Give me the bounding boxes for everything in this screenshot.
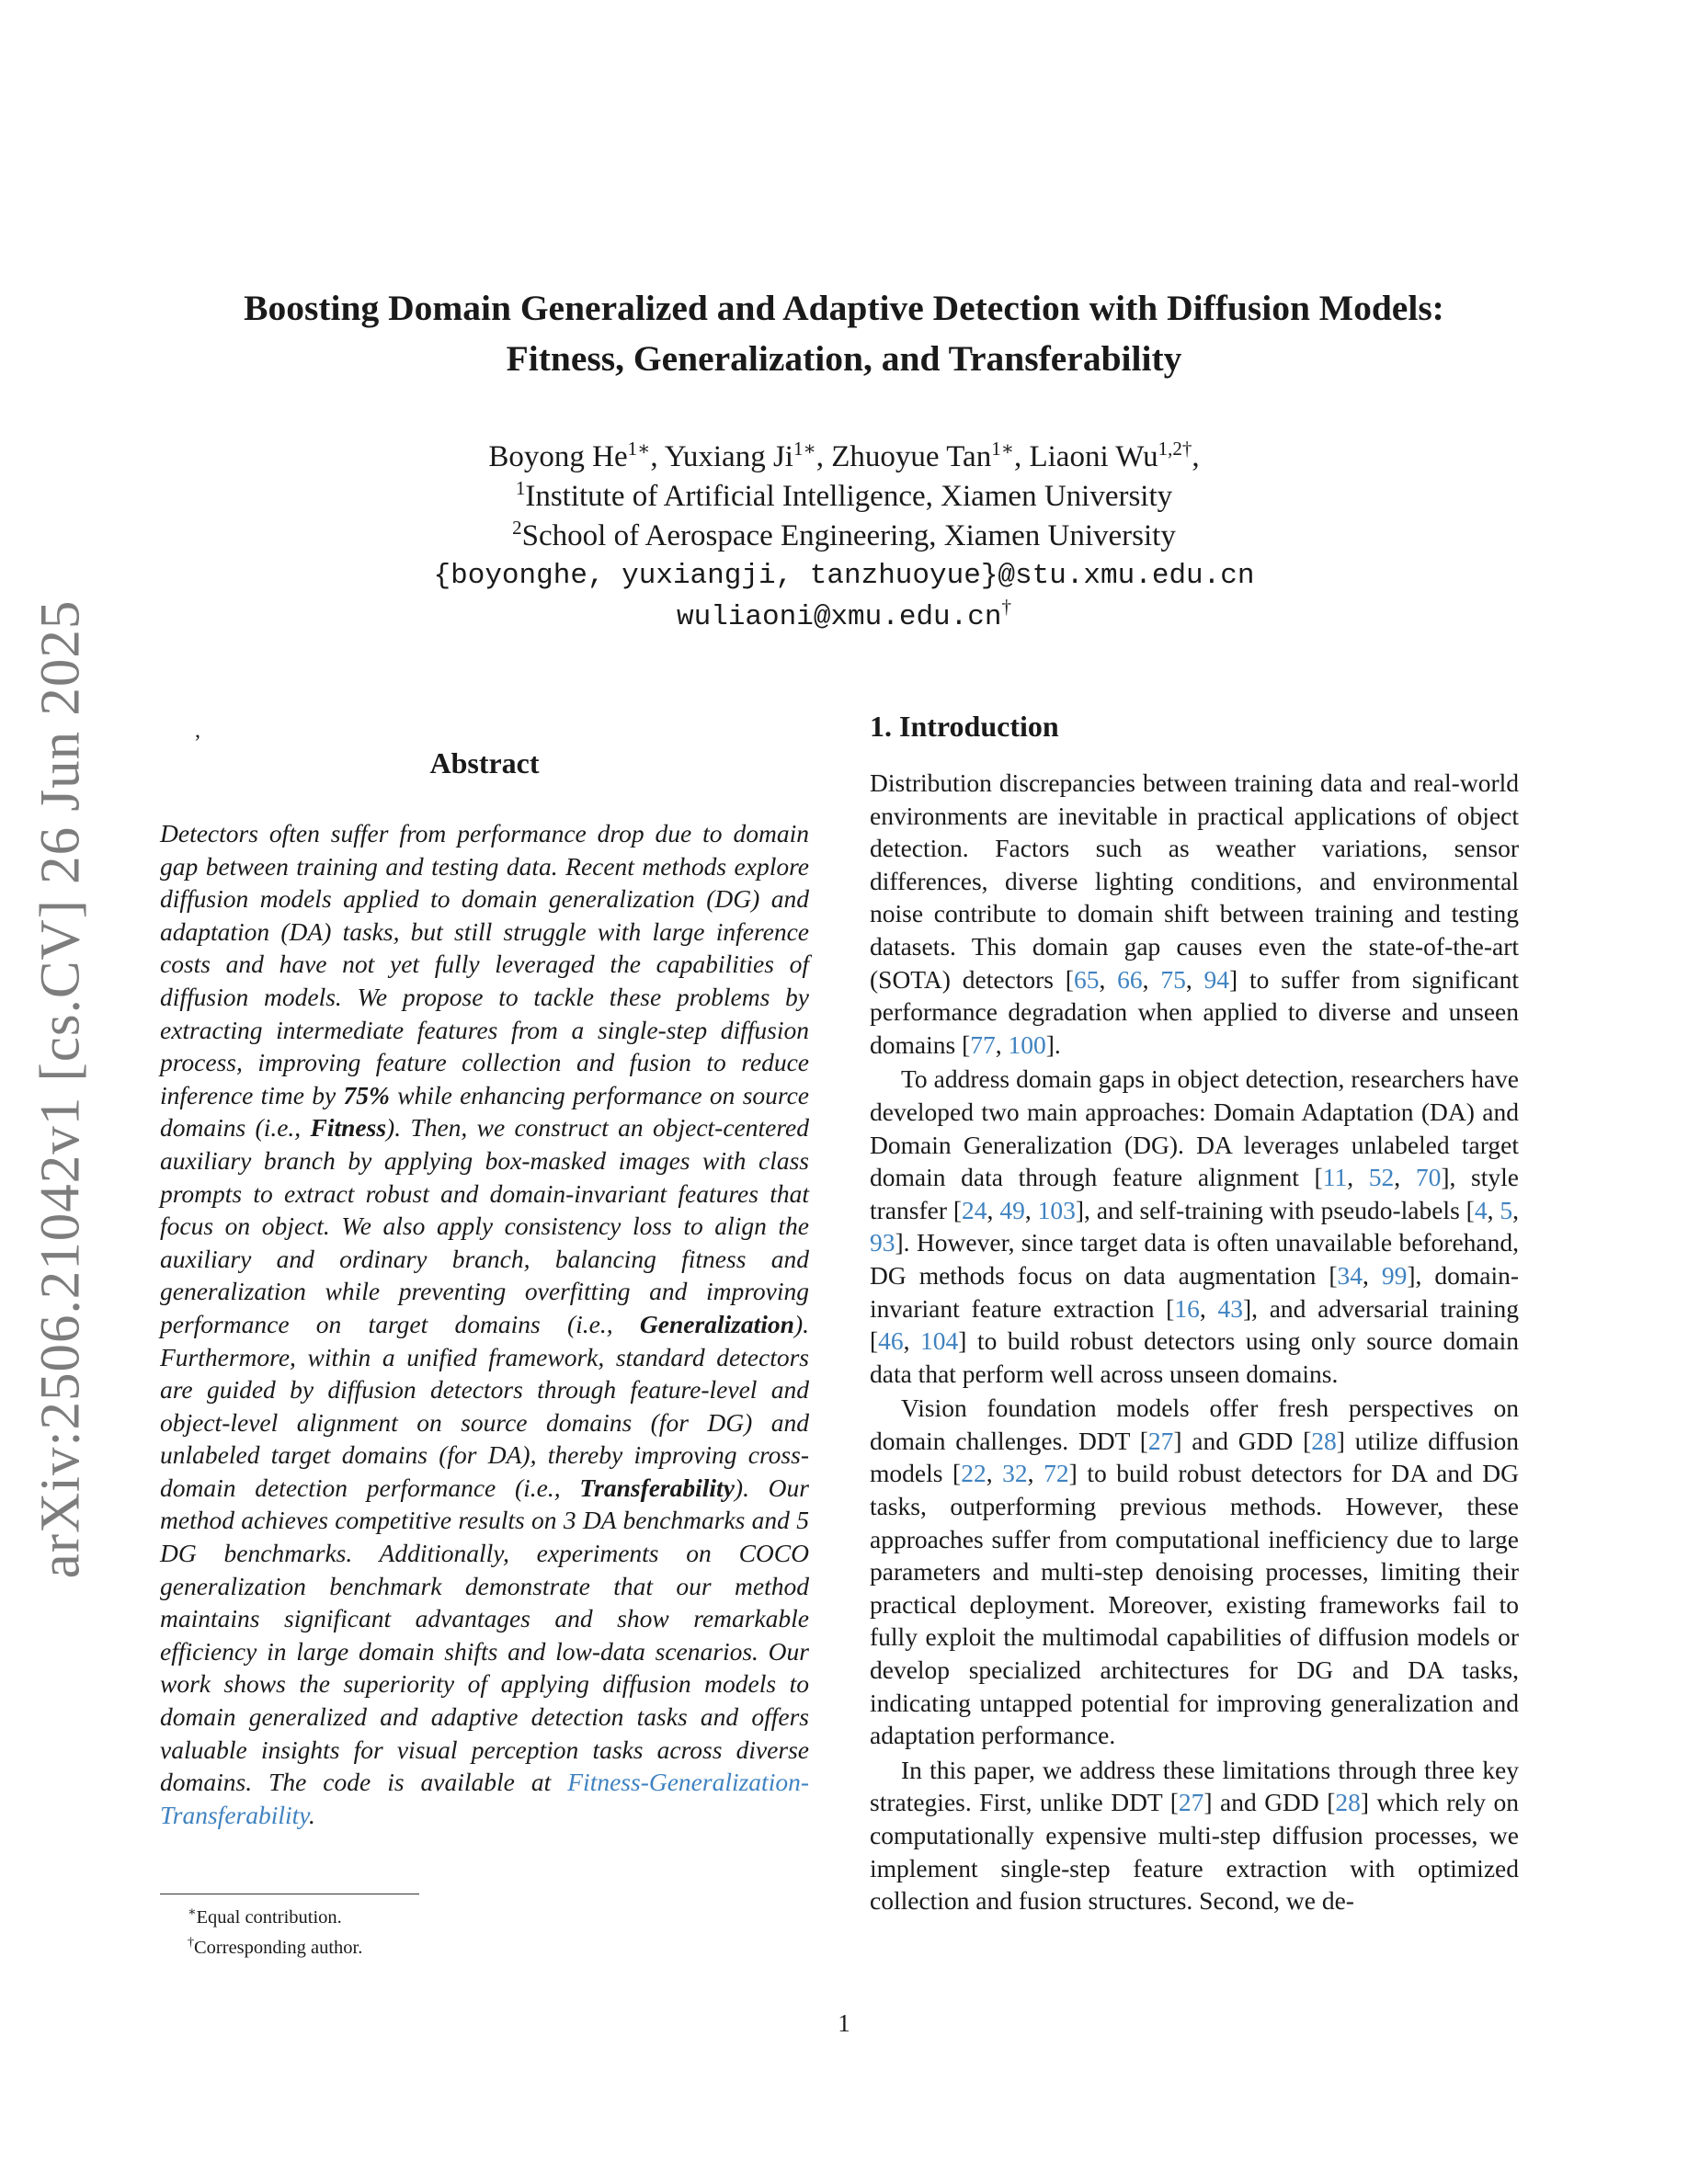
corresponding-email: wuliaoni@xmu.edu.cn† bbox=[677, 596, 1011, 633]
citation-link[interactable]: 28 bbox=[1335, 1788, 1361, 1817]
citation-link[interactable]: 65 bbox=[1073, 964, 1100, 994]
author-name: Zhuoyue Tan bbox=[831, 440, 992, 473]
citation-link[interactable]: 94 bbox=[1203, 964, 1230, 994]
citation-link[interactable]: 100 bbox=[1008, 1029, 1046, 1059]
author-name: Yuxiang Ji bbox=[664, 440, 793, 473]
citation-link[interactable]: 43 bbox=[1217, 1293, 1243, 1323]
author-name: Liaoni Wu bbox=[1029, 440, 1158, 473]
citation-link[interactable]: 27 bbox=[1178, 1788, 1204, 1817]
code-link[interactable]: Fitness-Generalization-Transferability bbox=[160, 1768, 809, 1829]
citation-link[interactable]: 75 bbox=[1160, 964, 1186, 994]
author-block bbox=[138, 438, 1550, 637]
intro-paragraph: Distribution discrepancies between training data and real-world environments are inevitable in practical applications of object detection. Factors such as weather variations, sensor differences, diverse lighting conditions, and environmental noise contribute to domain shift between training and testing datasets. This domain gap causes even the state-of-the-art (SOTA) detectors [65, 66, 75, 94] to suffer from significant performance degradation when applied to diverse and unseen domains [77, 100]. bbox=[870, 768, 1519, 1059]
citation-link[interactable]: 49 bbox=[999, 1195, 1025, 1224]
affiliation: $^1$Institute of Artificial Intelligence, Xiamen University bbox=[515, 477, 1173, 513]
abstract-text: Detectors often suffer from performance drop due to domain gap between training and testing data. Recent methods explore diffusion models applied to domain generalization (DG) and adaptation (DA) tasks, but still struggle with large inference costs and have not yet fully leveraged the capabilities of diffusion models. We propose to tackle these problems by extracting intermediate features from a single-step diffusion process, improving feature collection and fusion to reduce inference time by 75% while enhancing performance on source domains (i.e., Fitness). Then, we construct an object-centered auxiliary branch by applying box-masked images with class prompts to extract robust and domain-invariant features that focus on object. We also apply consistency loss to align the auxiliary and ordinary branch, balancing fitness and generalization while preventing overfitting and improving performance on target domains (i.e., Generalization). Furthermore, within a unified framework, standard detectors are guided by diffusion detectors through feature-level and object-level alignment on source domains (for DG) and unlabeled target domains (for DA), thereby improving cross-domain detection performance (i.e., Transferability). Our method achieves competitive results on 3 DA benchmarks and 5 DG benchmarks. Additionally, experiments on COCO generalization benchmark demonstrate that our method maintains significant advantages and show remarkable efficiency in large domain shifts and low-data scenarios. Our work shows the superiority of applying diffusion models to domain generalized and adaptive detection tasks and offers valuable insights for visual perception tasks across diverse domains. The code is available at Fitness-Generalization-Transferability. bbox=[160, 819, 809, 1829]
citation-link[interactable]: 4 bbox=[1474, 1195, 1488, 1224]
citation-link[interactable]: 16 bbox=[1174, 1293, 1200, 1323]
author-names: Boyong $He^{1∗}$, Yuxiang $Ji^{1∗}$, Zhuoyue Tan$^{1∗}$, Liaoni $Wu^{1,2\dagger}$, bbox=[488, 438, 1200, 473]
author-mark: 1,2† bbox=[1158, 438, 1192, 460]
citation-link[interactable]: 77 bbox=[970, 1029, 996, 1059]
citation-link[interactable]: 11 bbox=[1322, 1163, 1348, 1192]
author-mark: 1∗ bbox=[793, 438, 816, 460]
section-heading-introduction: 1. Introduction bbox=[870, 710, 1059, 743]
paper-title bbox=[138, 283, 1550, 384]
citation-link[interactable]: 52 bbox=[1368, 1163, 1395, 1192]
citation-link[interactable]: 22 bbox=[961, 1459, 987, 1488]
footnote: ∗Equal contribution. bbox=[188, 1905, 342, 1928]
citation-link[interactable]: 103 bbox=[1037, 1195, 1076, 1224]
title-line-1: Boosting Domain Generalized and Adaptive Detection with Diffusion Models: bbox=[244, 288, 1444, 328]
footnotes bbox=[160, 1900, 809, 1961]
author-emails: {boyonghe, yuxiangji, tanzhuoyue}@stu.xmu.edu.cn bbox=[433, 560, 1255, 592]
citation-link[interactable]: 70 bbox=[1415, 1163, 1442, 1192]
author-name: Boyong He bbox=[488, 440, 628, 473]
citation-link[interactable]: 72 bbox=[1044, 1459, 1069, 1488]
citation-link[interactable]: 24 bbox=[962, 1195, 987, 1224]
citation-link[interactable]: 104 bbox=[920, 1326, 959, 1356]
title-line-2: Fitness, Generalization, and Transferability bbox=[506, 338, 1182, 379]
citation-link[interactable]: 28 bbox=[1311, 1426, 1337, 1455]
intro-paragraph: To address domain gaps in object detection, researchers have developed two main approaches: Domain Adaptation (DA) and Domain Generalization (DG). DA leverages unlabeled target domain data through feature alignment [11, 52, 70], style transfer [24, 49, 103], and self-training with pseudo-labels [4, 5, 93]. However, since target data is often unavailable beforehand, DG methods focus on data augmentation [34, 99], domain-invariant feature extraction [16, 43], and adversarial training [46, 104] to build robust detectors using only source domain data that perform well across unseen domains. bbox=[870, 1064, 1520, 1388]
introduction-body bbox=[870, 767, 1519, 1919]
citation-link[interactable]: 99 bbox=[1381, 1260, 1408, 1290]
citation-link[interactable]: 34 bbox=[1337, 1260, 1363, 1290]
citation-link[interactable]: 66 bbox=[1117, 964, 1143, 994]
abstract-heading: Abstract bbox=[429, 746, 540, 779]
intro-paragraph: Vision foundation models offer fresh perspectives on domain challenges. DDT [27] and GDD [28] utilize diffusion models [22, 32, 72] to build robust detectors for DA and DG tasks, outperforming previous methods. However, these approaches suffer from computational inefficiency due to large parameters and multi-step denoising processes, limiting their practical deployment. Moreover, existing frameworks fail to fully exploit the multimodal capabilities of diffusion models or develop specialized architectures for DG and DA tasks, indicating untapped potential for improving generalization and adaptation performance. bbox=[870, 1393, 1519, 1750]
citation-link[interactable]: 32 bbox=[1002, 1459, 1028, 1488]
stray-mark: , bbox=[195, 719, 200, 743]
author-mark: 1∗ bbox=[627, 438, 651, 460]
author-mark: 1∗ bbox=[991, 438, 1014, 460]
footnote: †Corresponding author. bbox=[188, 1935, 363, 1958]
affiliation: $^2$School of Aerospace Engineering, Xiamen University bbox=[512, 517, 1176, 552]
citation-link[interactable]: 46 bbox=[878, 1326, 904, 1356]
citation-link[interactable]: 93 bbox=[870, 1228, 895, 1257]
citation-link[interactable]: 27 bbox=[1147, 1426, 1174, 1455]
arxiv-identifier: arXiv:2506.21042v1 [cs.CV] 26 Jun 2025 bbox=[29, 599, 92, 1579]
citation-link[interactable]: 5 bbox=[1500, 1195, 1513, 1224]
intro-paragraph: In this paper, we address these limitations through three key strategies. First, unlike DDT [27] and GDD [28] which rely on computationally expensive multi-step diffusion processes, we implement single-step feature extraction with optimized collection and fusion structures. Second, we de- bbox=[870, 1755, 1519, 1916]
page-number: 1 bbox=[838, 2009, 850, 2037]
